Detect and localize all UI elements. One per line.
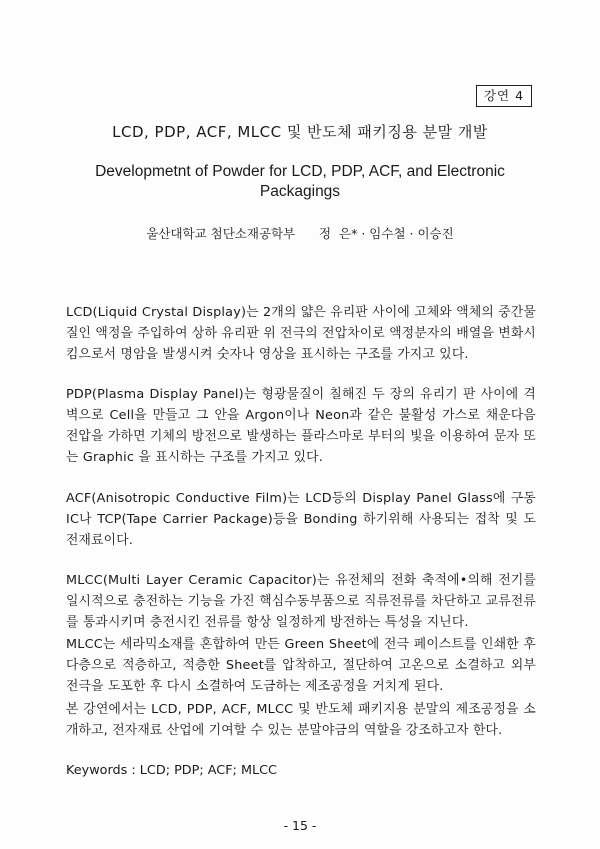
author-affiliation-line: 울산대학교 첨단소재공학부 정 은* · 임수철 · 이승진 — [146, 226, 454, 241]
title-english: Developmetnt of Powder for LCD, PDP, ACF, and Electronic Packagings — [95, 163, 505, 200]
lecture-tag: 강연 4 — [476, 85, 532, 107]
paragraph-lecture-summary: 본 강연에서는 LCD, PDP, ACF, MLCC 및 반도체 패키지용 분말의 제조공정을 소개하고, 전자재료 산업에 기여할 수 있는 분말야금의 역할을 강조하고자 한다. — [66, 702, 536, 738]
paragraph-mlcc-process: MLCC는 세라믹소재를 혼합하여 만든 Green Sheet에 전극 페이스트를 인쇄한 후 다층으로 적층하고, 적층한 Sheet를 압착하고, 절단하여 고온으로 소결하고 외부전극을 도포한 후 다시 소결하여 도금하는 제조공정을 거치게 된다. — [66, 637, 536, 694]
paragraph-mlcc-definition: MLCC(Multi Layer Ceramic Capacitor)는 유전체의 전화 축적에•의해 전기를 일시적으로 충전하는 기능을 가진 핵심수동부품으로 직류전류를 차단하고 교류전류를 통과시키며 충전시킨 전류를 항상 일정하게 방전하는 특성을 지닌다. — [66, 573, 536, 630]
title-korean: LCD, PDP, ACF, MLCC 및 반도체 패키징용 분말 개발 — [112, 123, 488, 141]
paragraph-acf: ACF(Anisotropic Conductive Film)는 LCD등의 Display Panel Glass에 구동 IC나 TCP(Tape Carrier Package)등을 Bonding 하기위해 사용되는 접착 및 도전재료이다. — [66, 491, 536, 548]
keywords: Keywords : LCD; PDP; ACF; MLCC — [66, 763, 277, 778]
paragraph-lcd: LCD(Liquid Crystal Display)는 2개의 얇은 유리판 사이에 고체와 액체의 중간물질인 액정을 주입하여 상하 유리판 위 전극의 전압차이로 액정분자의 배열을 변화시킴으로서 명암을 발생시켜 숫자나 영상을 표시하는 구조를 가지고 있다. — [66, 305, 536, 362]
page-number: - 15 - — [283, 818, 317, 833]
paragraph-pdp: PDP(Plasma Display Panel)는 형광물질이 칠해진 두 장의 유리기 판 사이에 격벽으로 Cell을 만들고 그 안을 Argon이나 Neon과 같은 불활성 가스로 채운다음 전압을 가하면 기체의 방전으로 발생하는 플라스마로 부터의 빛을 이용하여 문자 또는 Graphic 을 표시하는 구조를 가지고 있다. — [66, 387, 536, 465]
